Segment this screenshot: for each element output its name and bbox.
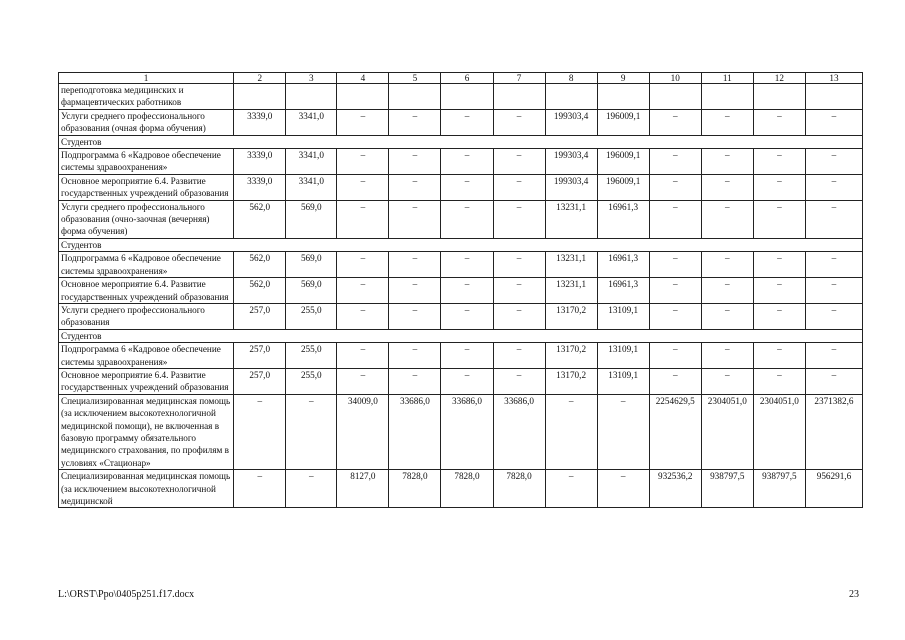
- table-cell: –: [389, 174, 441, 200]
- column-header: 10: [649, 73, 701, 84]
- page-number: 23: [849, 589, 859, 600]
- table-cell: –: [701, 174, 753, 200]
- table-cell: 7828,0: [493, 470, 545, 508]
- table-cell: –: [753, 149, 805, 175]
- table-cell: –: [701, 109, 753, 135]
- table-cell: 16961,3: [597, 252, 649, 278]
- row-label: Специализированная медицинская помощь (за исключением высокотехнологичной медицинской: [59, 470, 234, 508]
- table-cell: –: [753, 252, 805, 278]
- table-cell: 13170,2: [545, 368, 597, 394]
- table-row: [59, 84, 863, 110]
- row-label: Основное мероприятие 6.4. Развитие государственных учреждений образования: [59, 278, 234, 304]
- column-header: 1: [59, 73, 234, 84]
- table-cell: 569,0: [286, 200, 337, 238]
- table-row: [59, 252, 863, 278]
- table-cell: 3341,0: [286, 149, 337, 175]
- table-cell: 2304051,0: [701, 394, 753, 469]
- table-cell: 33686,0: [493, 394, 545, 469]
- table-cell: –: [649, 303, 701, 329]
- table-cell: –: [701, 252, 753, 278]
- table-cell: –: [701, 200, 753, 238]
- table-cell: 569,0: [286, 278, 337, 304]
- column-header: 4: [337, 73, 389, 84]
- table-cell: 938797,5: [701, 470, 753, 508]
- table-row: [59, 470, 863, 508]
- table-cell: –: [701, 303, 753, 329]
- table-cell: 199303,4: [545, 109, 597, 135]
- table-cell: –: [493, 303, 545, 329]
- table-cell: –: [337, 343, 389, 369]
- table-cell: –: [805, 278, 862, 304]
- table-row: [59, 200, 863, 238]
- table-cell: –: [441, 200, 493, 238]
- table-row: [59, 278, 863, 304]
- table-cell: –: [493, 149, 545, 175]
- table-cell: –: [753, 200, 805, 238]
- table-cell: –: [493, 200, 545, 238]
- table-cell: 13170,2: [545, 303, 597, 329]
- table-cell: –: [545, 394, 597, 469]
- table-cell: 932536,2: [649, 470, 701, 508]
- table-cell: –: [649, 174, 701, 200]
- table-cell: –: [389, 343, 441, 369]
- table-cell: –: [701, 368, 753, 394]
- table-cell: –: [493, 174, 545, 200]
- table-row: [59, 343, 863, 369]
- table-cell: 3339,0: [234, 174, 286, 200]
- table-cell: –: [545, 470, 597, 508]
- table-cell: –: [805, 343, 862, 369]
- table-cell: 196009,1: [597, 109, 649, 135]
- column-header: 12: [753, 73, 805, 84]
- table-cell: 196009,1: [597, 149, 649, 175]
- table-cell: –: [493, 252, 545, 278]
- table-cell: –: [389, 303, 441, 329]
- table-cell: 257,0: [234, 303, 286, 329]
- table-cell: –: [649, 200, 701, 238]
- column-header: 9: [597, 73, 649, 84]
- table-row: [59, 135, 863, 148]
- table-cell: –: [337, 278, 389, 304]
- section-label: Студентов: [59, 329, 863, 342]
- table-cell: –: [493, 278, 545, 304]
- table-cell: –: [337, 109, 389, 135]
- column-header: 3: [286, 73, 337, 84]
- table-cell: 3339,0: [234, 109, 286, 135]
- table-cell: 16961,3: [597, 278, 649, 304]
- table-cell: 13109,1: [597, 303, 649, 329]
- table-cell: –: [649, 252, 701, 278]
- table-row: [59, 368, 863, 394]
- table-cell: –: [441, 303, 493, 329]
- column-header: 2: [234, 73, 286, 84]
- table-cell: –: [753, 303, 805, 329]
- table-cell: –: [286, 470, 337, 508]
- table-cell: 257,0: [234, 368, 286, 394]
- table-cell: 562,0: [234, 278, 286, 304]
- table-cell: 13231,1: [545, 278, 597, 304]
- table-cell: –: [805, 303, 862, 329]
- data-table: [58, 72, 863, 508]
- table-cell: [753, 84, 805, 110]
- table-cell: –: [701, 343, 753, 369]
- table-cell: –: [234, 470, 286, 508]
- table-cell: [805, 84, 862, 110]
- table-cell: –: [337, 252, 389, 278]
- table-row: [59, 238, 863, 251]
- table-cell: –: [805, 200, 862, 238]
- row-label: Услуги среднего профессионального образования (очно-заочная (вечерняя) форма обучения): [59, 200, 234, 238]
- table-cell: –: [753, 174, 805, 200]
- table-cell: –: [753, 343, 805, 369]
- section-label: Студентов: [59, 238, 863, 251]
- row-label: Подпрограмма 6 «Кадровое обеспечение системы здравоохранения»: [59, 149, 234, 175]
- table-cell: –: [337, 174, 389, 200]
- table-cell: –: [805, 149, 862, 175]
- table-cell: 569,0: [286, 252, 337, 278]
- table-cell: –: [389, 200, 441, 238]
- row-label: переподготовка медицинских и фармацевтических работников: [59, 84, 234, 110]
- table-cell: –: [389, 149, 441, 175]
- table-cell: –: [649, 149, 701, 175]
- table-cell: –: [286, 394, 337, 469]
- table-cell: [337, 84, 389, 110]
- row-label: Специализированная медицинская помощь (за исключением высокотехнологичной медицинской помощи), не включенная в базовую программу обязательного медицинского страхования, по профилям в условиях «Стационар»: [59, 394, 234, 469]
- table-cell: [545, 84, 597, 110]
- table-cell: 199303,4: [545, 174, 597, 200]
- table-row: [59, 174, 863, 200]
- table-cell: [234, 84, 286, 110]
- table-cell: [389, 84, 441, 110]
- table-cell: –: [597, 470, 649, 508]
- row-label: Услуги среднего профессионального образования (очная форма обучения): [59, 109, 234, 135]
- table-cell: 199303,4: [545, 149, 597, 175]
- header-row: [59, 73, 863, 84]
- table-cell: –: [649, 343, 701, 369]
- table-cell: –: [649, 278, 701, 304]
- row-label: Услуги среднего профессионального образования: [59, 303, 234, 329]
- row-label: Подпрограмма 6 «Кадровое обеспечение системы здравоохранения»: [59, 252, 234, 278]
- table-cell: –: [441, 343, 493, 369]
- table-cell: 2371382,6: [805, 394, 862, 469]
- table-cell: –: [389, 368, 441, 394]
- table-cell: 13231,1: [545, 200, 597, 238]
- table-cell: –: [753, 278, 805, 304]
- table-cell: 8127,0: [337, 470, 389, 508]
- table-cell: 3341,0: [286, 109, 337, 135]
- table-cell: –: [701, 278, 753, 304]
- table-cell: 33686,0: [441, 394, 493, 469]
- table-cell: 196009,1: [597, 174, 649, 200]
- table-cell: 13109,1: [597, 368, 649, 394]
- table-cell: 34009,0: [337, 394, 389, 469]
- table-cell: 33686,0: [389, 394, 441, 469]
- table-cell: 255,0: [286, 343, 337, 369]
- table-cell: –: [805, 109, 862, 135]
- table-cell: 562,0: [234, 252, 286, 278]
- table-cell: –: [597, 394, 649, 469]
- table-cell: [701, 84, 753, 110]
- column-header: 13: [805, 73, 862, 84]
- table-cell: –: [337, 368, 389, 394]
- table-cell: –: [493, 343, 545, 369]
- table-cell: –: [337, 200, 389, 238]
- table-cell: 255,0: [286, 368, 337, 394]
- table-cell: 255,0: [286, 303, 337, 329]
- column-header: 8: [545, 73, 597, 84]
- table-row: [59, 109, 863, 135]
- table-cell: 7828,0: [441, 470, 493, 508]
- table-cell: –: [337, 149, 389, 175]
- table-cell: –: [493, 368, 545, 394]
- table-row: [59, 303, 863, 329]
- table-cell: –: [441, 174, 493, 200]
- section-label: Студентов: [59, 135, 863, 148]
- row-label: Основное мероприятие 6.4. Развитие государственных учреждений образования: [59, 174, 234, 200]
- table-cell: –: [805, 252, 862, 278]
- table-cell: [286, 84, 337, 110]
- table-cell: 13170,2: [545, 343, 597, 369]
- table-cell: [493, 84, 545, 110]
- table-cell: 562,0: [234, 200, 286, 238]
- table-row: [59, 394, 863, 469]
- table-cell: 7828,0: [389, 470, 441, 508]
- table-cell: 2304051,0: [753, 394, 805, 469]
- table-cell: –: [337, 303, 389, 329]
- table-cell: –: [649, 109, 701, 135]
- table-cell: –: [441, 149, 493, 175]
- table-cell: –: [753, 109, 805, 135]
- table-cell: –: [389, 278, 441, 304]
- table-cell: 938797,5: [753, 470, 805, 508]
- table-cell: 3341,0: [286, 174, 337, 200]
- table-cell: 3339,0: [234, 149, 286, 175]
- row-label: Подпрограмма 6 «Кадровое обеспечение системы здравоохранения»: [59, 343, 234, 369]
- table-cell: –: [389, 109, 441, 135]
- table-cell: [597, 84, 649, 110]
- row-label: Основное мероприятие 6.4. Развитие государственных учреждений образования: [59, 368, 234, 394]
- table-cell: 13231,1: [545, 252, 597, 278]
- table-cell: 257,0: [234, 343, 286, 369]
- table-cell: –: [649, 368, 701, 394]
- table-cell: –: [493, 109, 545, 135]
- table-row: [59, 329, 863, 342]
- table-cell: –: [441, 278, 493, 304]
- table-cell: 13109,1: [597, 343, 649, 369]
- table-cell: [441, 84, 493, 110]
- table-cell: –: [389, 252, 441, 278]
- table-cell: –: [441, 368, 493, 394]
- column-header: 5: [389, 73, 441, 84]
- table-cell: 956291,6: [805, 470, 862, 508]
- table-cell: –: [805, 368, 862, 394]
- table-cell: 16961,3: [597, 200, 649, 238]
- column-header: 6: [441, 73, 493, 84]
- table-cell: 2254629,5: [649, 394, 701, 469]
- table-cell: –: [441, 109, 493, 135]
- column-header: 11: [701, 73, 753, 84]
- table-row: [59, 149, 863, 175]
- table-cell: –: [441, 252, 493, 278]
- table-cell: –: [805, 174, 862, 200]
- table-cell: –: [234, 394, 286, 469]
- column-header: 7: [493, 73, 545, 84]
- table-cell: –: [701, 149, 753, 175]
- table-cell: [649, 84, 701, 110]
- table-cell: –: [753, 368, 805, 394]
- file-path: L:\ORST\Ppo\0405p251.f17.docx: [58, 589, 195, 600]
